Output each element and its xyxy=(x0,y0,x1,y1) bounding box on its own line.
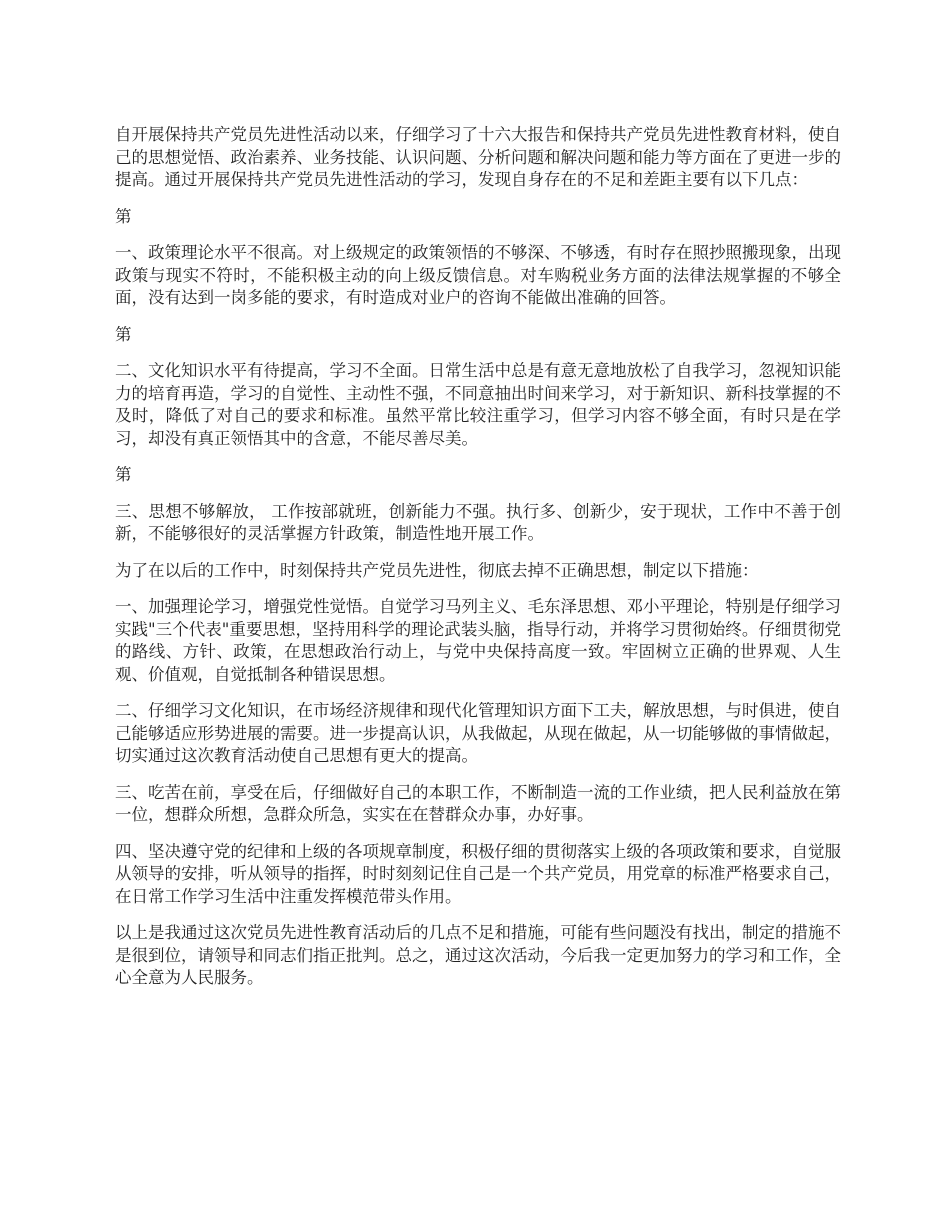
section-marker: 第 xyxy=(115,206,132,226)
shortcoming-paragraph-1: 一、政策理论水平不很高。对上级规定的政策领悟的不够深、不够透，有时存在照抄照搬现象，出现政策与现实不符时，不能积极主动的向上级反馈信息。对车购税业务方面的法律法规掌握的不够全面，没有达到一岗多能的要求，有时造成对业户的咨询不能做出准确的回答。 xyxy=(115,243,841,307)
shortcoming-paragraph-3: 三、思想不够解放， 工作按部就班，创新能力不强。执行多、创新少，安于现状，工作中不善于创新，不能够很好的灵活掌握方针政策，制造性地开展工作。 xyxy=(115,501,841,543)
measures-intro-paragraph: 为了在以后的工作中，时刻保持共产党员先进性，彻底去掉不正确思想，制定以下措施： xyxy=(115,560,759,580)
measure-paragraph-2: 二、仔细学习文化知识，在市场经济规律和现代化管理知识方面下工夫，解放思想，与时俱进，使自己能够适应形势进展的需要。进一步提高认识，从我做起，从现在做起，从一切能够做的事情做起，切实通过这次教育活动使自己思想有更大的提高。 xyxy=(115,701,841,765)
measure-paragraph-1: 一、加强理论学习，增强党性觉悟。自觉学习马列主义、毛东泽思想、邓小平理论，特别是仔细学习实践"三个代表"重要思想，坚持用科学的理论武装头脑，指导行动，并将学习贯彻始终。仔细贯彻党的路线、方针、政策，在思想政治行动上，与党中央保持高度一致。牢固树立正确的世界观、人生观、价值观，自觉抵制各种错误思想。 xyxy=(115,597,841,684)
measure-paragraph-4: 四、坚决遵守党的纪律和上级的各项规章制度，积极仔细的贯彻落实上级的各项政策和要求，自觉服从领导的安排，听从领导的指挥，时时刻刻记住自己是一个共产党员，用党章的标准严格要求自己，在日常工作学习生活中注重发挥模范带头作用。 xyxy=(115,841,841,906)
section-marker: 第 xyxy=(115,324,132,344)
measure-paragraph-3: 三、吃苦在前，享受在后，仔细做好自己的本职工作，不断制造一流的工作业绩，把人民利益放在第一位，想群众所想，急群众所急，实实在在替群众办事，办好事。 xyxy=(115,782,841,824)
shortcoming-paragraph-2: 二、文化知识水平有待提高，学习不全面。日常生活中总是有意无意地放松了自我学习，忽视知识能力的培育再造，学习的自觉性、主动性不强，不同意抽出时间来学习，对于新知识、新科技掌握的不及时，降低了对自己的要求和标准。虽然平常比较注重学习，但学习内容不够全面，有时只是在学习，却没有真正领悟其中的含意，不能尽善尽美。 xyxy=(115,361,841,448)
document-body xyxy=(115,124,841,1004)
intro-paragraph: 自开展保持共产党员先进性活动以来，仔细学习了十六大报告和保持共产党员先进性教育材料，使自己的思想觉悟、政治素养、业务技能、认识问题、分析问题和解决问题和能力等方面在了更进一步的提高。通过开展保持共产党员先进性活动的学习，发现自身存在的不足和差距主要有以下几点： xyxy=(115,125,841,189)
conclusion-paragraph: 以上是我通过这次党员先进性教育活动后的几点不足和措施，可能有些问题没有找出，制定的措施不是很到位，请领导和同志们指正批判。总之，通过这次活动，今后我一定更加努力的学习和工作，全心全意为人民服务。 xyxy=(115,923,841,987)
section-marker: 第 xyxy=(115,465,132,484)
